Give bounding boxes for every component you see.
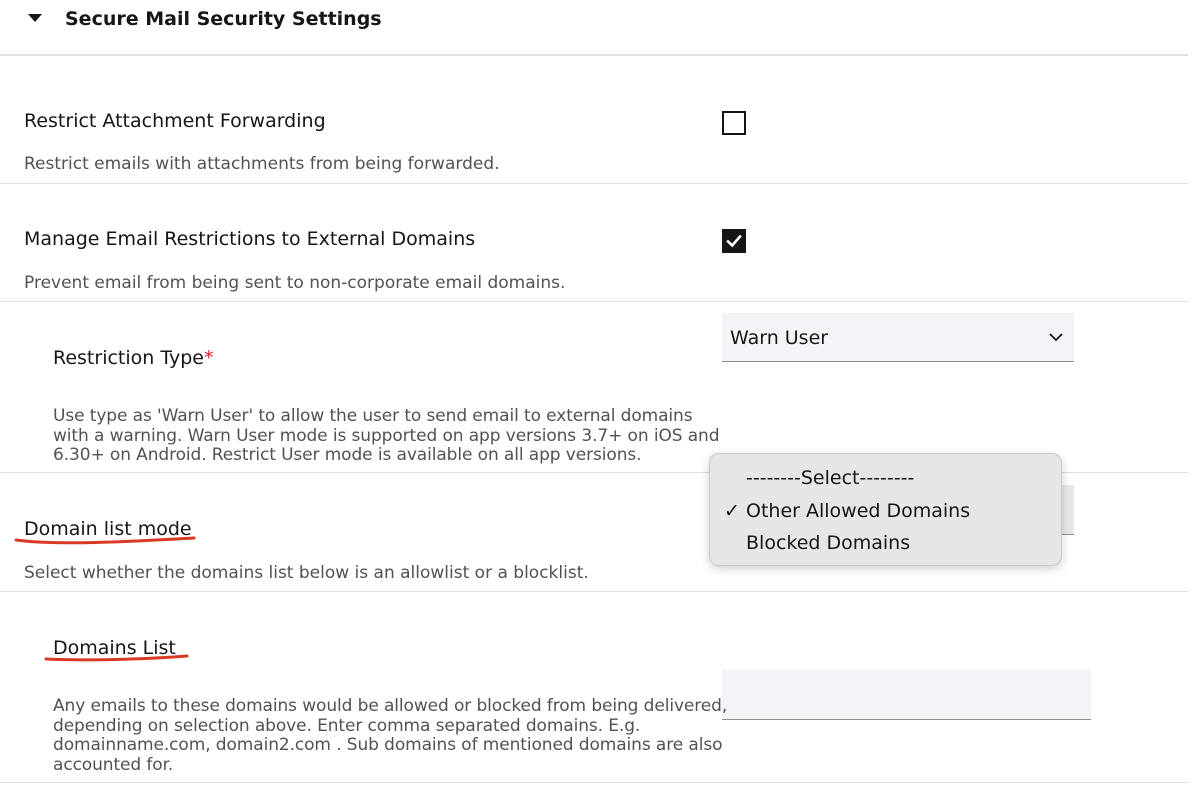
- option-other-allowed-domains[interactable]: Other Allowed Domains: [746, 500, 971, 522]
- restriction-type-select[interactable]: [722, 313, 1074, 362]
- description-line: depending on selection above. Enter comma separated domains. E.g.: [53, 715, 641, 736]
- description-line: accounted for.: [53, 754, 174, 775]
- restrict-attachment-checkbox[interactable]: [722, 111, 746, 135]
- check-icon: ✓: [724, 501, 740, 522]
- divider: [0, 782, 1188, 783]
- description-line: domainname.com, domain2.com . Sub domains of mentioned domains are also: [53, 735, 723, 755]
- domain-list-mode-label: Domain list mode: [24, 518, 192, 540]
- domains-list-input[interactable]: [722, 670, 1091, 720]
- domain-list-mode-dropdown[interactable]: [709, 453, 1062, 566]
- restriction-type-label: Restriction Type*: [53, 347, 214, 369]
- description-line: Any emails to these domains would be allowed or blocked from being delivered,: [53, 696, 728, 716]
- domains-list-label: Domains List: [53, 637, 176, 659]
- checkmark-icon: [724, 231, 744, 251]
- caret-down-icon[interactable]: [28, 14, 42, 22]
- restrict-attachment-description: Restrict emails with attachments from being forwarded.: [24, 154, 500, 174]
- divider: [0, 591, 1188, 592]
- section-title: Secure Mail Security Settings: [65, 8, 382, 30]
- description-line: Use type as 'Warn User' to allow the user to send email to external domains: [53, 406, 693, 426]
- divider: [0, 183, 1188, 184]
- domain-list-mode-description: Select whether the domains list below is an allowlist or a blocklist.: [24, 563, 589, 583]
- divider: [0, 301, 1188, 302]
- option-blocked-domains[interactable]: Blocked Domains: [746, 532, 911, 554]
- chevron-down-icon: [1048, 329, 1064, 345]
- required-marker: *: [204, 347, 214, 369]
- manage-external-description: Prevent email from being sent to non-corporate email domains.: [24, 273, 566, 293]
- option-select-placeholder[interactable]: --------Select--------: [746, 467, 915, 489]
- manage-external-label: Manage Email Restrictions to External Domains: [24, 228, 476, 250]
- restriction-type-description: [53, 407, 719, 466]
- domains-list-description: [53, 697, 727, 775]
- description-line: 6.30+ on Android. Restrict User mode is available on all app versions.: [53, 445, 642, 465]
- restrict-attachment-label: Restrict Attachment Forwarding: [24, 110, 326, 132]
- restriction-type-value: Warn User: [730, 327, 829, 349]
- description-line: with a warning. Warn User mode is supported on app versions 3.7+ on iOS and: [53, 425, 720, 446]
- section-header[interactable]: [0, 0, 1188, 56]
- manage-external-checkbox[interactable]: [722, 229, 746, 253]
